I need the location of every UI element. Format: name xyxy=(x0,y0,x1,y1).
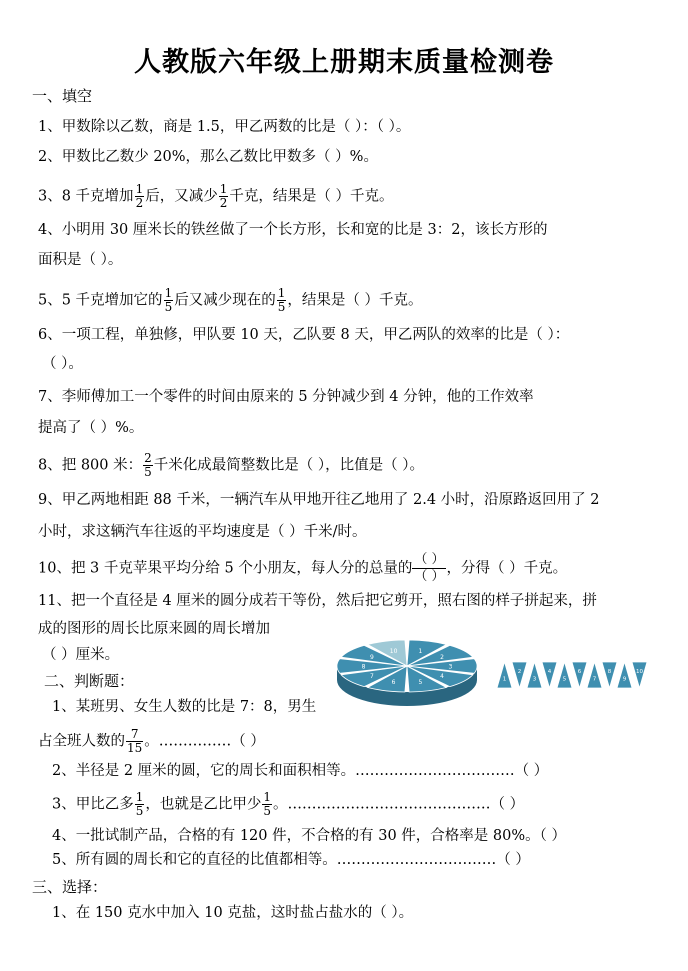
section-1-heading: 一、填空 xyxy=(32,87,93,105)
numerator: 2 xyxy=(144,451,152,465)
strip-piece xyxy=(617,662,632,688)
q3-text-b: 后，又减少 xyxy=(145,188,218,205)
strip-piece xyxy=(557,662,572,688)
judge-1-line-1: 1、某班男、女生人数的比是 7：8，男生 xyxy=(52,699,317,715)
fraction xyxy=(135,183,145,210)
question-10 xyxy=(38,552,567,585)
question-4-line-2: 面积是（ ）。 xyxy=(38,252,123,268)
numerator: 1 xyxy=(164,286,173,300)
sector-label: 9 xyxy=(369,654,374,661)
sector-label: 10 xyxy=(389,648,398,656)
strip-piece xyxy=(542,662,557,688)
question-2: 2、甲数比乙数少 20%，那么乙数比甲数多（ ）%。 xyxy=(38,149,378,165)
question-11-line-3: （ ）厘米。 xyxy=(42,647,120,663)
j3-text-b: ，也就是乙比甲少 xyxy=(145,796,262,813)
sector-label: 7 xyxy=(369,673,374,680)
strip-label: 10 xyxy=(636,668,643,675)
j1-text-b: 。……………（ ） xyxy=(144,733,265,750)
j1-text-a: 占全班人数的 xyxy=(38,733,125,750)
strip-label: 1 xyxy=(502,676,507,683)
denominator-blank: （ ） xyxy=(414,569,445,584)
disc-side xyxy=(337,663,477,706)
sector-label: 2 xyxy=(440,654,445,661)
question-5 xyxy=(38,287,422,314)
q5-text-c: ，结果是（ ）千克。 xyxy=(287,292,423,309)
strip-piece xyxy=(512,662,527,688)
blank-fraction xyxy=(412,552,446,585)
q5-text-a: 5、5 千克增加它的 xyxy=(38,292,163,309)
section-2-heading: 二、判断题： xyxy=(44,672,135,690)
strip-piece xyxy=(572,662,587,688)
numerator-blank: （ ） xyxy=(414,552,445,567)
question-7-line-1: 7、李师傅加工一个零件的时间由原来的 5 分钟减少到 4 分钟，他的工作效率 xyxy=(38,389,534,405)
strip-label: 2 xyxy=(517,668,522,675)
strip-label: 9 xyxy=(622,676,627,683)
judge-4: 4、一批试制产品，合格的有 120 件，不合格的有 30 件，合格率是 80%。（ ） xyxy=(52,828,566,844)
judge-2: 2、半径是 2 厘米的圆，它的周长和面积相等。……………………………（ ） xyxy=(52,763,549,779)
q8-text-a: 8、把 800 米： xyxy=(38,457,143,474)
question-7-line-2: 提高了（ ）%。 xyxy=(38,420,144,436)
strip-label: 3 xyxy=(532,676,537,683)
page-title: 人教版六年级上册期末质量检测卷 xyxy=(134,47,554,78)
fraction xyxy=(126,728,143,755)
sector-label: 5 xyxy=(418,678,423,686)
sector-label: 6 xyxy=(391,678,396,686)
question-3 xyxy=(38,183,393,210)
sector-label: 8 xyxy=(361,663,366,671)
judge-5: 5、所有圆的周长和它的直径的比值都相等。……………………………（ ） xyxy=(52,852,530,868)
strip-piece xyxy=(587,662,602,688)
denominator: 5 xyxy=(164,300,173,314)
strip-piece xyxy=(602,662,617,688)
question-8 xyxy=(38,452,424,479)
sector-label: 4 xyxy=(440,673,445,680)
q5-text-b: 后又减少现在的 xyxy=(174,292,276,309)
numerator: 1 xyxy=(135,182,144,196)
denominator: 5 xyxy=(277,300,286,314)
q3-text-a: 3、8 千克增加 xyxy=(38,188,134,205)
sector-label: 1 xyxy=(418,648,423,656)
denominator: 15 xyxy=(127,741,143,755)
q10-text-a: 10、把 3 千克苹果平均分给 5 个小朋友，每人分的总量的 xyxy=(38,560,413,577)
fraction xyxy=(135,791,145,818)
numerator: 1 xyxy=(277,286,286,300)
j3-text-a: 3、甲比乙多 xyxy=(52,796,134,813)
section-3-heading: 三、选择： xyxy=(32,878,108,896)
question-11-line-2: 成的图形的周长比原来圆的周长增加 xyxy=(38,621,270,637)
fraction xyxy=(219,183,229,210)
question-9-line-2: 小时，求这辆汽车往返的平均速度是（ ）千米/时。 xyxy=(38,524,367,540)
denominator: 5 xyxy=(135,804,144,818)
strip-label: 4 xyxy=(547,668,552,675)
strip-label: 7 xyxy=(592,676,597,683)
question-6-line-2: （ ）。 xyxy=(42,356,83,372)
numerator: 1 xyxy=(219,182,228,196)
choice-1: 1、在 150 克水中加入 10 克盐，这时盐占盐水的（ ）。 xyxy=(52,905,414,921)
denominator: 5 xyxy=(144,465,152,479)
strip-piece xyxy=(632,662,647,688)
fraction xyxy=(164,287,174,314)
circle-figure-svg xyxy=(335,628,655,728)
strip-label: 8 xyxy=(607,668,612,675)
strip-label: 6 xyxy=(577,668,582,675)
fraction xyxy=(277,287,287,314)
q8-text-b: 千米化成最简整数比是（ ），比值是（ ）。 xyxy=(153,457,424,474)
q10-text-b: ，分得（ ）千克。 xyxy=(446,560,568,577)
sector-label: 3 xyxy=(448,663,453,671)
strip-piece xyxy=(497,662,512,688)
numerator: 1 xyxy=(135,790,144,804)
question-4-line-1: 4、小明用 30 厘米长的铁丝做了一个长方形，长和宽的比是 3：2，该长方形的 xyxy=(38,222,548,238)
question-6-line-1: 6、一项工程，单独修，甲队要 10 天，乙队要 8 天，甲乙两队的效率的比是（ ）： xyxy=(38,327,570,343)
numerator: 1 xyxy=(263,790,272,804)
circle-division-figure xyxy=(335,628,655,728)
denominator: 2 xyxy=(219,196,228,210)
strip-piece xyxy=(527,662,542,688)
sectored-disc xyxy=(337,640,477,706)
judge-1-line-2 xyxy=(38,728,265,755)
q3-text-c: 千克，结果是（ ）千克。 xyxy=(229,188,394,205)
question-1: 1、甲数除以乙数，商是 1.5，甲乙两数的比是（ ）：（ ）。 xyxy=(38,119,411,135)
strip-label: 5 xyxy=(562,676,567,683)
fraction xyxy=(262,791,272,818)
j3-text-c: 。……………………………………（ ） xyxy=(273,796,525,813)
question-9-line-1: 9、甲乙两地相距 88 千米，一辆汽车从甲地开往乙地用了 2.4 小时，沿原路返回用了 2 xyxy=(38,492,600,508)
fraction xyxy=(143,452,153,479)
rearranged-strip xyxy=(497,662,647,688)
denominator: 2 xyxy=(135,196,144,210)
judge-3 xyxy=(52,791,524,818)
numerator: 7 xyxy=(126,728,143,742)
question-11-line-1: 11、把一个直径是 4 厘米的圆分成若干等份，然后把它剪开，照右图的样子拼起来，拼 xyxy=(38,593,597,609)
denominator: 5 xyxy=(263,804,272,818)
